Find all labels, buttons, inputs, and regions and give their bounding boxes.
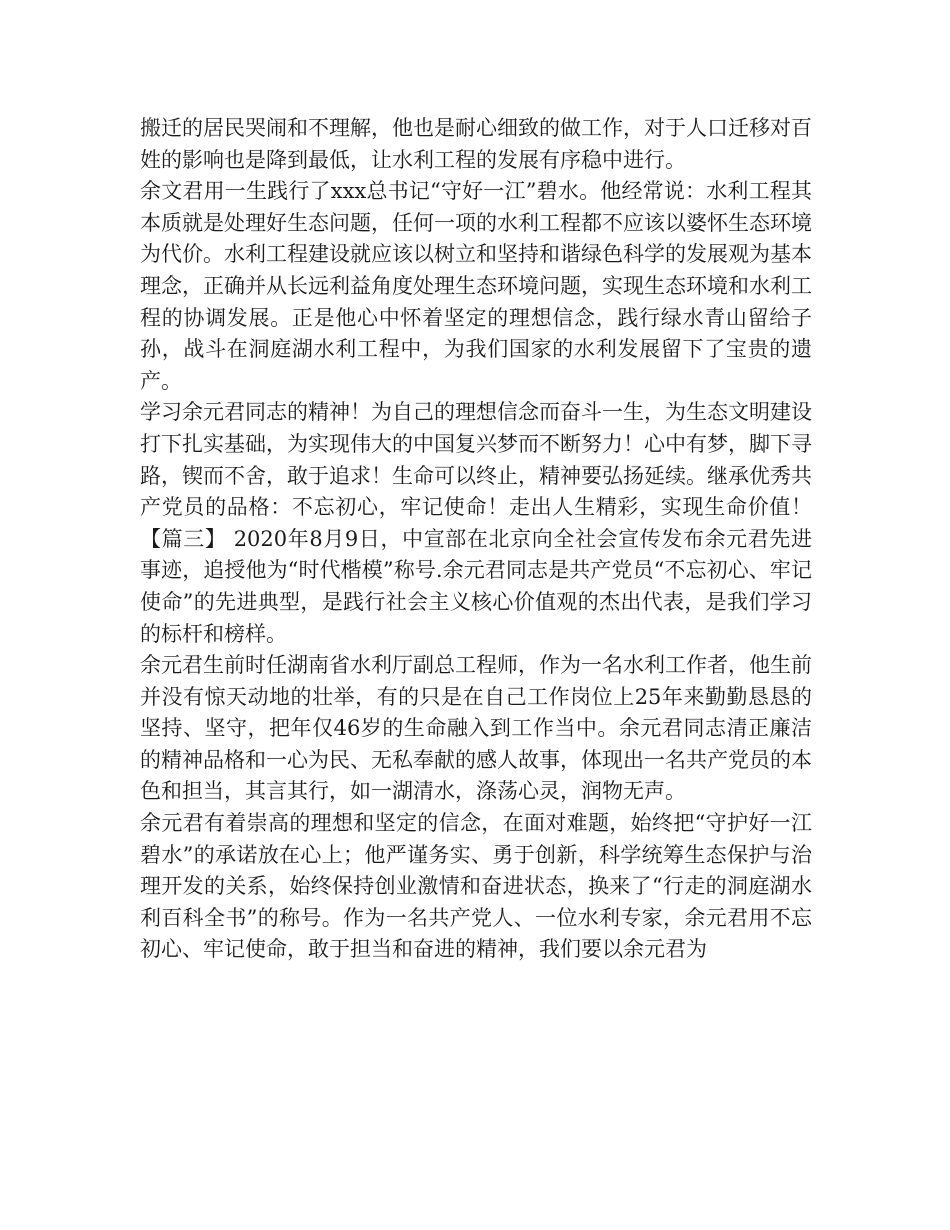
paragraph-2: 余文君用一生践行了xxx总书记“守好一江”碧水。他经常说：水利工程其本质就是处理好生态问题，任何一项的水利工程都不应该以婆怀生态环境为代价。水利工程建设就应该以树立和坚持和谐绿色科学的发展观为基本理念，正确并从长远利益角度处理生态环境问题，实现生态环境和水利工程的协调发展。正是他心中怀着坚定的理想信念，践行绿水青山留给子孙，战斗在洞庭湖水利工程中，为我们国家的水利发展留下了宝贵的遗产。 xyxy=(140,179,812,393)
document-body xyxy=(140,113,812,966)
paragraph-5: 余元君有着崇高的理想和坚定的信念，在面对难题，始终把“守护好一江碧水”的承诺放在心上；他严谨务实、勇于创新，科学统筹生态保护与治理开发的关系，始终保持创业激情和奋进状态，换来了“行走的洞庭湖水利百科全书”的称号。作为一名共产党人、一位水利专家，余元君用不忘初心、牢记使命，敢于担当和奋进的精神，我们要以余元君为 xyxy=(140,811,812,962)
paragraph-4: 余元君生前时任湖南省水利厅副总工程师，作为一名水利工作者，他生前并没有惊天动地的壮举，有的只是在自己工作岗位上25年来勤勤恳恳的坚持、坚守，把年仅46岁的生命融入到工作当中。余元君同志清正廉洁的精神品格和一心为民、无私奉献的感人故事，体现出一名共产党员的本色和担当，其言其行，如一湖清水，涤荡心灵，润物无声。 xyxy=(140,653,812,804)
paragraph-3: 学习余元君同志的精神！为自己的理想信念而奋斗一生，为生态文明建设打下扎实基础，为实现伟大的中国复兴梦而不断努力！心中有梦，脚下寻路，锲而不舍，敢于追求！生命可以终止，精神要弘扬延续。继承优秀共产党员的品格：不忘初心，牢记使命！走出人生精彩，实现生命价值！ 【篇三】 2020年8月9日，中宣部在北京向全社会宣传发布余元君先进事迹，追授他为“时代楷模”称号.余元君同志是共产党员“不忘初心、牢记使命”的先进典型，是践行社会主义核心价值观的杰出代表，是我们学习的标杆和榜样。 xyxy=(140,400,812,646)
paragraph-1: 搬迁的居民哭闹和不理解，他也是耐心细致的做工作，对于人口迁移对百姓的影响也是降到最低，让水利工程的发展有序稳中进行。 xyxy=(140,116,812,172)
